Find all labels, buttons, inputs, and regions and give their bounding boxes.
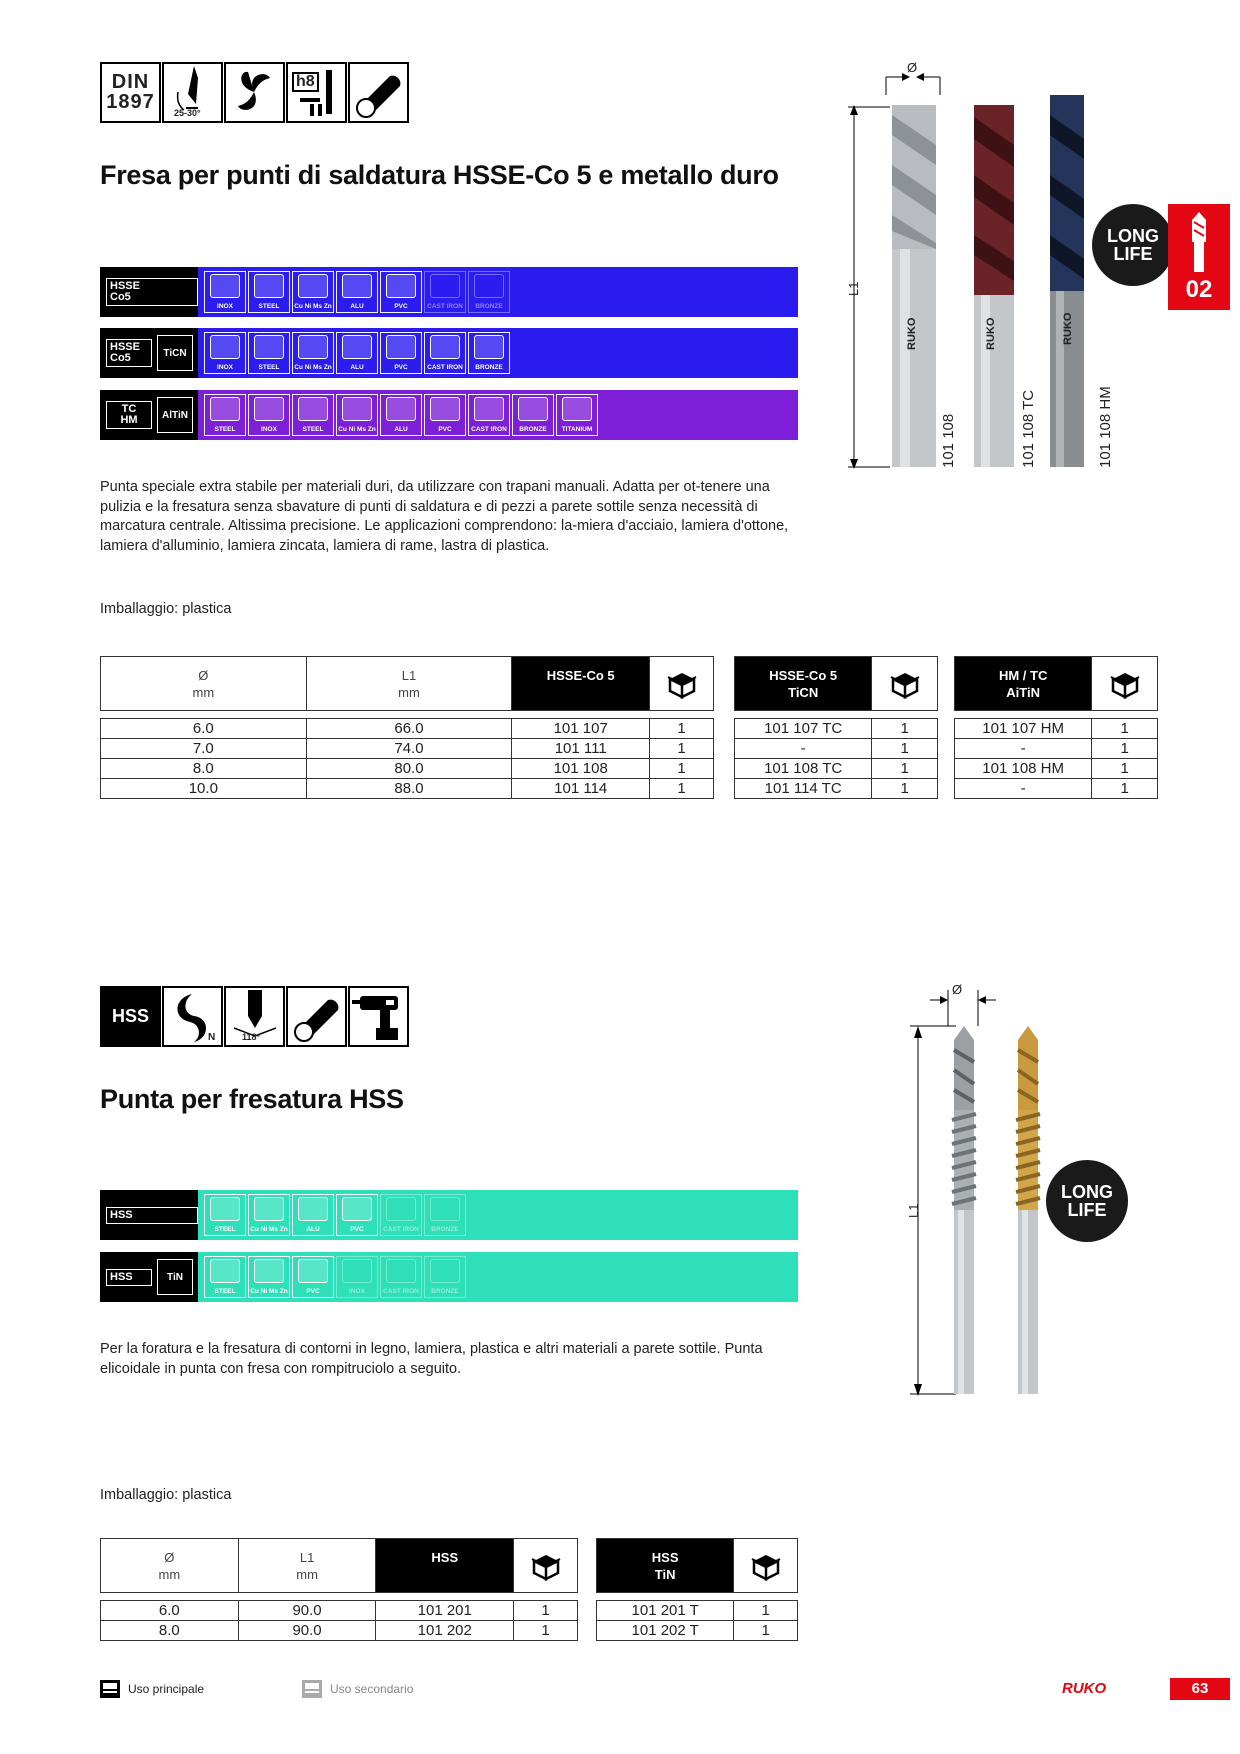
material-icon-bronze	[468, 332, 510, 374]
material-glyph-icon	[430, 1259, 460, 1283]
material-icon-inox	[204, 332, 246, 374]
table-cell: 101 201	[376, 1601, 514, 1621]
material-label: Cu Ni Ms Zn	[294, 303, 332, 310]
material-label: PVC	[438, 426, 452, 433]
table-cell: 1	[734, 1601, 798, 1621]
material-icon-steel	[204, 1194, 246, 1236]
table2-header: HSSE-Co 5 TiCN	[734, 656, 938, 711]
product-label-101108hm: 101 108 HM	[1097, 386, 1114, 468]
table-cell: 1	[734, 1621, 798, 1641]
footer-brand: RUKO	[1062, 1680, 1107, 1697]
material-glyph-icon	[254, 1197, 284, 1221]
table-row	[955, 779, 1158, 799]
table3-header: HM / TC AiTiN	[954, 656, 1158, 711]
material-bar-hss-tin: HSS TiN STEEL Cu Ni Ms Zn PVC INOX CAST IRON BRONZE	[100, 1252, 798, 1302]
table-row	[955, 759, 1158, 779]
material-glyph-icon	[342, 274, 372, 298]
table-row	[101, 719, 714, 739]
table-row	[735, 719, 938, 739]
table4-body	[100, 1600, 578, 1641]
package-box-icon	[667, 669, 697, 699]
material-icons-row	[198, 267, 798, 317]
material-label: Cu Ni Ms Zn	[294, 364, 332, 371]
material-glyph-icon	[518, 397, 548, 421]
material-glyph-icon	[254, 1259, 284, 1283]
chapter-tab	[1168, 204, 1230, 310]
table-cell: 88.0	[306, 779, 512, 799]
material-label: ALU	[350, 364, 364, 371]
table-row	[597, 1601, 798, 1621]
flute-cross-section-icon	[224, 62, 285, 123]
dim-l1-label: L1	[906, 1203, 921, 1218]
drill-icon	[1190, 212, 1208, 274]
flute-type-n-icon: N	[162, 986, 223, 1047]
material-icon-pvc	[380, 271, 422, 313]
material-icon-inox	[248, 394, 290, 436]
material-label: TITANIUM	[561, 426, 593, 433]
material-icon-bronze	[468, 271, 510, 313]
section2-packaging: Imballaggio: plastica	[100, 1487, 232, 1503]
table-row	[101, 1621, 578, 1641]
material-label: Cu Ni Ms Zn	[338, 426, 376, 433]
material-label: BRONZE	[475, 303, 503, 310]
table-cell: 1	[514, 1601, 578, 1621]
material-glyph-icon	[386, 274, 416, 298]
table-cell: -	[955, 739, 1092, 759]
material-label: Cu Ni Ms Zn	[250, 1288, 288, 1295]
table-cell: 1	[1092, 719, 1158, 739]
table-cell: 1	[650, 759, 714, 779]
material-label: BRONZE	[431, 1226, 459, 1233]
table-cell: 1	[514, 1621, 578, 1641]
material-label: PVC	[306, 1288, 320, 1295]
material-icon-bronze	[512, 394, 554, 436]
table-cell: 8.0	[101, 1621, 239, 1641]
package-box-icon	[1110, 669, 1140, 699]
table-cell: 6.0	[101, 1601, 239, 1621]
material-label: CAST IRON	[427, 303, 463, 310]
material-icon-alu	[292, 1194, 334, 1236]
material-label: INOX	[349, 1288, 365, 1295]
table-cell: 90.0	[238, 1601, 376, 1621]
product-label-101108: 101 108	[940, 413, 957, 468]
table-cell: 1	[872, 759, 938, 779]
material-glyph-icon	[210, 335, 240, 359]
material-icon-alu	[336, 332, 378, 374]
primary-use-icon	[100, 1680, 120, 1698]
material-bar-hsse-co5: HSSE Co5 INOX STEEL Cu Ni Ms Zn ALU PVC CAST IRON BRONZE	[100, 267, 798, 317]
table-cell: 101 202 T	[597, 1621, 734, 1641]
material-label: PVC	[350, 1226, 364, 1233]
tool-brand-3: RUKO	[1062, 312, 1074, 345]
material-icon-cast-iron	[468, 394, 510, 436]
table-row	[955, 739, 1158, 759]
table-cell: 90.0	[238, 1621, 376, 1641]
material-label: ALU	[306, 1226, 320, 1233]
material-icon-cast-iron	[424, 332, 466, 374]
material-icon-cast-iron	[380, 1194, 422, 1236]
material-label: PVC	[394, 364, 408, 371]
material-icon-cu-ni-ms-zn	[248, 1194, 290, 1236]
material-glyph-icon	[298, 1197, 328, 1221]
table5-header: HSS TiN	[596, 1538, 798, 1593]
material-icon-bronze	[424, 1194, 466, 1236]
material-label: STEEL	[214, 1288, 236, 1295]
page-number: 63	[1170, 1678, 1230, 1700]
table-cell: 101 107	[512, 719, 650, 739]
material-label: BRONZE	[519, 426, 547, 433]
material-label: INOX	[261, 426, 277, 433]
material-icons-row	[198, 1252, 798, 1302]
material-label: CAST IRON	[427, 364, 463, 371]
table-cell: -	[955, 779, 1092, 799]
material-label: CAST IRON	[383, 1226, 419, 1233]
material-glyph-icon	[298, 397, 328, 421]
cylindrical-shank-icon	[286, 986, 347, 1047]
table4-header: Ø mm L1 mm HSS	[100, 1538, 578, 1593]
point-angle-icon: 25-30°	[162, 62, 223, 123]
table-cell: 101 107 HM	[955, 719, 1092, 739]
material-label: INOX	[217, 303, 233, 310]
material-label: ALU	[350, 303, 364, 310]
material-icon-cu-ni-ms-zn	[292, 332, 334, 374]
hss-material-icon: HSS	[100, 986, 161, 1047]
material-label: BRONZE	[475, 364, 503, 371]
table-cell: 101 114	[512, 779, 650, 799]
table-cell: 101 108 TC	[735, 759, 872, 779]
material-glyph-icon	[298, 335, 328, 359]
product-label-101108tc: 101 108 TC	[1020, 389, 1037, 468]
material-icon-steel	[204, 394, 246, 436]
material-glyph-icon	[254, 335, 284, 359]
table-cell: 7.0	[101, 739, 307, 759]
table-cell: 1	[650, 719, 714, 739]
section2-description: Per la foratura e la fresatura di contorni in legno, lamiera, plastica e altri materiali a parete sottile. Punta elicoidale in punta con fresa con rompitruciolo a seguito.	[100, 1341, 763, 1377]
material-glyph-icon	[210, 397, 240, 421]
material-icon-alu	[380, 394, 422, 436]
material-icon-cast-iron	[424, 271, 466, 313]
material-glyph-icon	[342, 397, 372, 421]
material-icon-bronze	[424, 1256, 466, 1298]
table-row	[735, 739, 938, 759]
table5-body	[596, 1600, 798, 1641]
material-label: STEEL	[302, 426, 324, 433]
material-icon-inox	[204, 271, 246, 313]
table-row	[955, 719, 1158, 739]
point-angle-118-icon: 118°	[224, 986, 285, 1047]
table-row	[101, 739, 714, 759]
material-label: STEEL	[214, 1226, 236, 1233]
tool-brand-1: RUKO	[906, 317, 918, 350]
material-label: CAST IRON	[383, 1288, 419, 1295]
table-cell: 1	[1092, 779, 1158, 799]
package-box-icon	[531, 1551, 561, 1581]
table-cell: 66.0	[306, 719, 512, 739]
material-label: INOX	[217, 364, 233, 371]
table-cell: 1	[650, 779, 714, 799]
material-glyph-icon	[430, 397, 460, 421]
material-icon-inox	[336, 1256, 378, 1298]
material-label: STEEL	[258, 364, 280, 371]
material-bar-hsse-co5-ticn: HSSE Co5 TiCN INOX STEEL Cu Ni Ms Zn ALU PVC CAST IRON BRONZE	[100, 328, 798, 378]
cordless-drill-icon	[348, 986, 409, 1047]
material-glyph-icon	[210, 274, 240, 298]
package-box-icon	[751, 1551, 781, 1581]
table-row	[101, 759, 714, 779]
table-cell: 1	[872, 719, 938, 739]
table-cell: 101 111	[512, 739, 650, 759]
tolerance-h8-icon: h8	[286, 62, 347, 123]
material-glyph-icon	[254, 397, 284, 421]
material-glyph-icon	[430, 1197, 460, 1221]
material-glyph-icon	[342, 1259, 372, 1283]
material-icon-steel	[248, 332, 290, 374]
material-bar-tc-hm-altin: TC HM AlTiN STEEL INOX STEEL Cu Ni Ms Zn ALU PVC CAST IRON BRONZE TITANIUM	[100, 390, 798, 440]
section1-description: Punta speciale extra stabile per materiali duri, da utilizzare con trapani manuali. Adatta per ot-tenere una pulizia e la fresatura senza sbavature di punti di saldatura e di pezzi a parete sottile senza necessità di marcatura centrale. Altissima precisione. Le applicazioni comprendono: la-miera d'acciaio, lamiera d'ottone, lamiera d'alluminio, lamiera zincata, lamiera di rame, lastra di plastica.	[100, 479, 789, 554]
table-cell: 8.0	[101, 759, 307, 779]
material-glyph-icon	[474, 335, 504, 359]
table-cell: 10.0	[101, 779, 307, 799]
section1-packaging: Imballaggio: plastica	[100, 601, 232, 617]
material-glyph-icon	[562, 397, 592, 421]
material-icon-alu	[336, 271, 378, 313]
material-glyph-icon	[342, 1197, 372, 1221]
long-life-badge: LONG LIFE	[1046, 1160, 1128, 1242]
material-glyph-icon	[430, 335, 460, 359]
material-icon-titanium	[556, 394, 598, 436]
long-life-badge: LONG LIFE	[1092, 204, 1174, 286]
din-1897-icon: DIN 1897	[100, 62, 161, 123]
section2-title: Punta per fresatura HSS	[100, 1084, 404, 1114]
table-row	[735, 759, 938, 779]
material-icons-row	[198, 328, 798, 378]
footer-primary-use: Uso principale	[100, 1680, 204, 1698]
table-cell: 1	[650, 739, 714, 759]
table-row	[597, 1621, 798, 1641]
material-icons-row	[198, 1190, 798, 1240]
material-glyph-icon	[342, 335, 372, 359]
table-row	[101, 779, 714, 799]
dim-d-label: Ø	[952, 982, 963, 997]
table-cell: 1	[872, 739, 938, 759]
material-glyph-icon	[210, 1259, 240, 1283]
table1-header: Ø mm L1 mm HSSE-Co 5	[100, 656, 714, 711]
material-glyph-icon	[386, 1259, 416, 1283]
section1-title: Fresa per punti di saldatura HSSE-Co 5 e metallo duro	[100, 160, 779, 190]
chapter-number: 02	[1185, 276, 1213, 303]
material-label: CAST IRON	[471, 426, 507, 433]
table2-body	[734, 718, 938, 799]
material-label: ALU	[394, 426, 408, 433]
table-cell: 101 108	[512, 759, 650, 779]
table-cell: -	[735, 739, 872, 759]
table-cell: 101 108 HM	[955, 759, 1092, 779]
table-cell: 101 201 T	[597, 1601, 734, 1621]
table-cell: 101 107 TC	[735, 719, 872, 739]
material-label: STEEL	[214, 426, 236, 433]
material-glyph-icon	[430, 274, 460, 298]
material-glyph-icon	[254, 274, 284, 298]
material-icon-steel	[204, 1256, 246, 1298]
cylindrical-shank-icon	[348, 62, 409, 123]
material-icon-pvc	[380, 332, 422, 374]
table-cell: 1	[1092, 739, 1158, 759]
material-label: PVC	[394, 303, 408, 310]
material-glyph-icon	[386, 335, 416, 359]
material-label: STEEL	[258, 303, 280, 310]
material-icon-cu-ni-ms-zn	[336, 394, 378, 436]
dim-l1-label: L1	[846, 281, 861, 296]
material-glyph-icon	[386, 1197, 416, 1221]
material-icon-pvc	[292, 1256, 334, 1298]
package-box-icon	[890, 669, 920, 699]
material-icon-steel	[248, 271, 290, 313]
material-glyph-icon	[474, 397, 504, 421]
material-glyph-icon	[386, 397, 416, 421]
material-glyph-icon	[210, 1197, 240, 1221]
table3-body	[954, 718, 1158, 799]
material-label: Cu Ni Ms Zn	[250, 1226, 288, 1233]
table-cell: 1	[872, 779, 938, 799]
material-icon-pvc	[336, 1194, 378, 1236]
table-cell: 80.0	[306, 759, 512, 779]
table-cell: 1	[1092, 759, 1158, 779]
tool-brand-2: RUKO	[985, 317, 997, 350]
material-icon-cast-iron	[380, 1256, 422, 1298]
footer-secondary-use: Uso secondario	[302, 1680, 413, 1698]
secondary-use-icon	[302, 1680, 322, 1698]
material-glyph-icon	[474, 274, 504, 298]
material-icon-pvc	[424, 394, 466, 436]
material-icon-cu-ni-ms-zn	[248, 1256, 290, 1298]
material-bar-hss: HSS STEEL Cu Ni Ms Zn ALU PVC CAST IRON BRONZE	[100, 1190, 798, 1240]
dim-d-label: Ø	[907, 60, 918, 75]
material-glyph-icon	[298, 1259, 328, 1283]
material-glyph-icon	[298, 274, 328, 298]
material-label: BRONZE	[431, 1288, 459, 1295]
table-cell: 74.0	[306, 739, 512, 759]
table1-body	[100, 718, 714, 799]
table-row	[101, 1601, 578, 1621]
material-icon-cu-ni-ms-zn	[292, 271, 334, 313]
table-cell: 101 114 TC	[735, 779, 872, 799]
material-icons-row	[198, 390, 798, 440]
material-icon-steel	[292, 394, 334, 436]
table-row	[735, 779, 938, 799]
table-cell: 6.0	[101, 719, 307, 739]
table-cell: 101 202	[376, 1621, 514, 1641]
